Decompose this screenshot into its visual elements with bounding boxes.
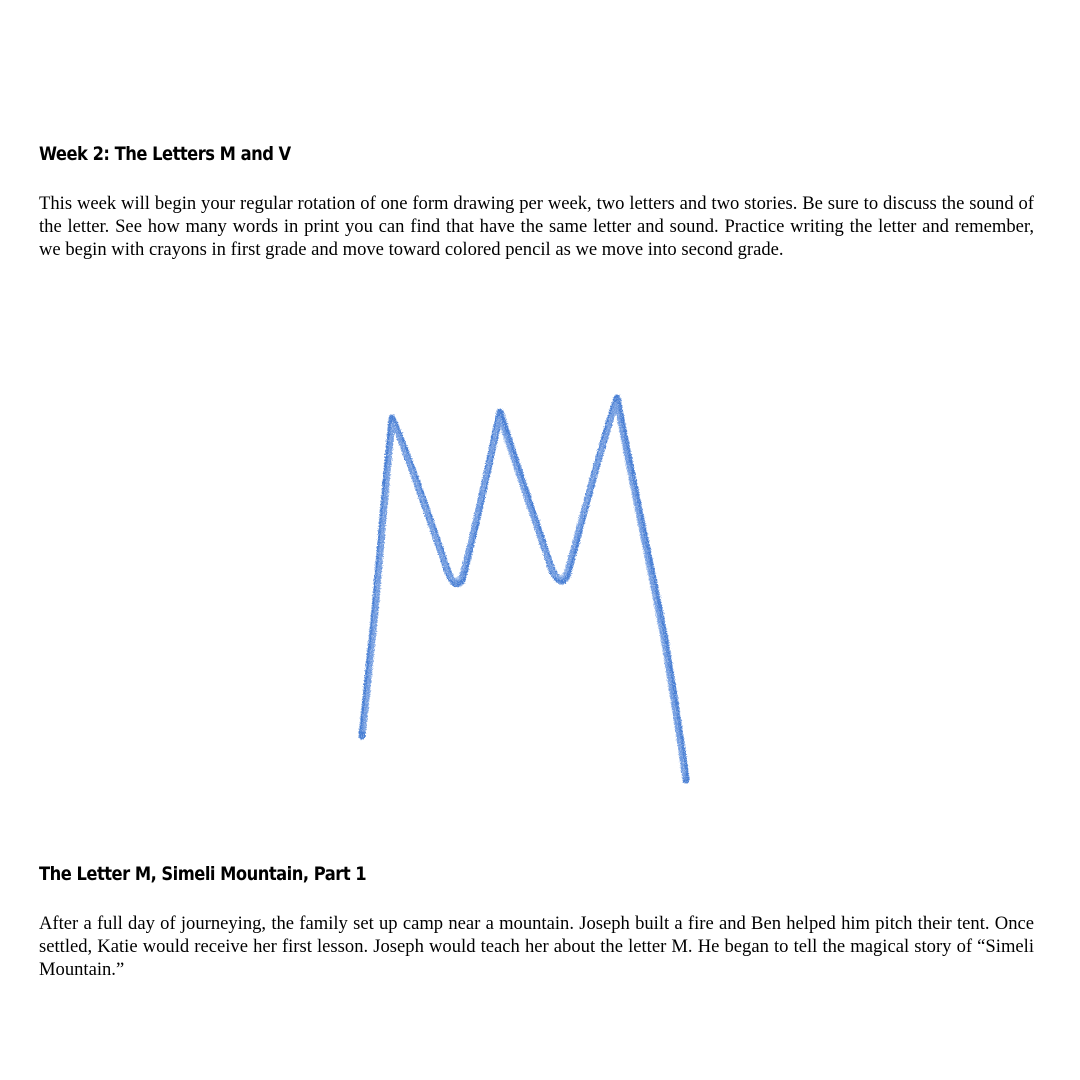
crayon-letter-m-drawing xyxy=(330,380,730,800)
section-body-simeli-mountain: After a full day of journeying, the family set up camp near a mountain. Joseph built a fire and Ben helped him pitch their tent. Once settled, Katie would receive her first lesson. Joseph would teach her about the letter M. He began to tell the magical story of “Simeli Mountain.” xyxy=(39,913,1034,981)
section-heading-week-2: Week 2: The Letters M and V xyxy=(39,143,291,165)
section-body-week-2: This week will begin your regular rotation of one form drawing per week, two letters and two stories. Be sure to discuss the sound of the letter. See how many words in print you can find that have the same letter and sound. Practice writing the letter and remember, we begin with crayons in first grade and move toward colored pencil as we move into second grade. xyxy=(39,193,1034,261)
letter-m-stroke xyxy=(362,398,686,780)
section-heading-simeli-mountain: The Letter M, Simeli Mountain, Part 1 xyxy=(39,863,367,885)
letter-m-strokes xyxy=(362,398,686,780)
